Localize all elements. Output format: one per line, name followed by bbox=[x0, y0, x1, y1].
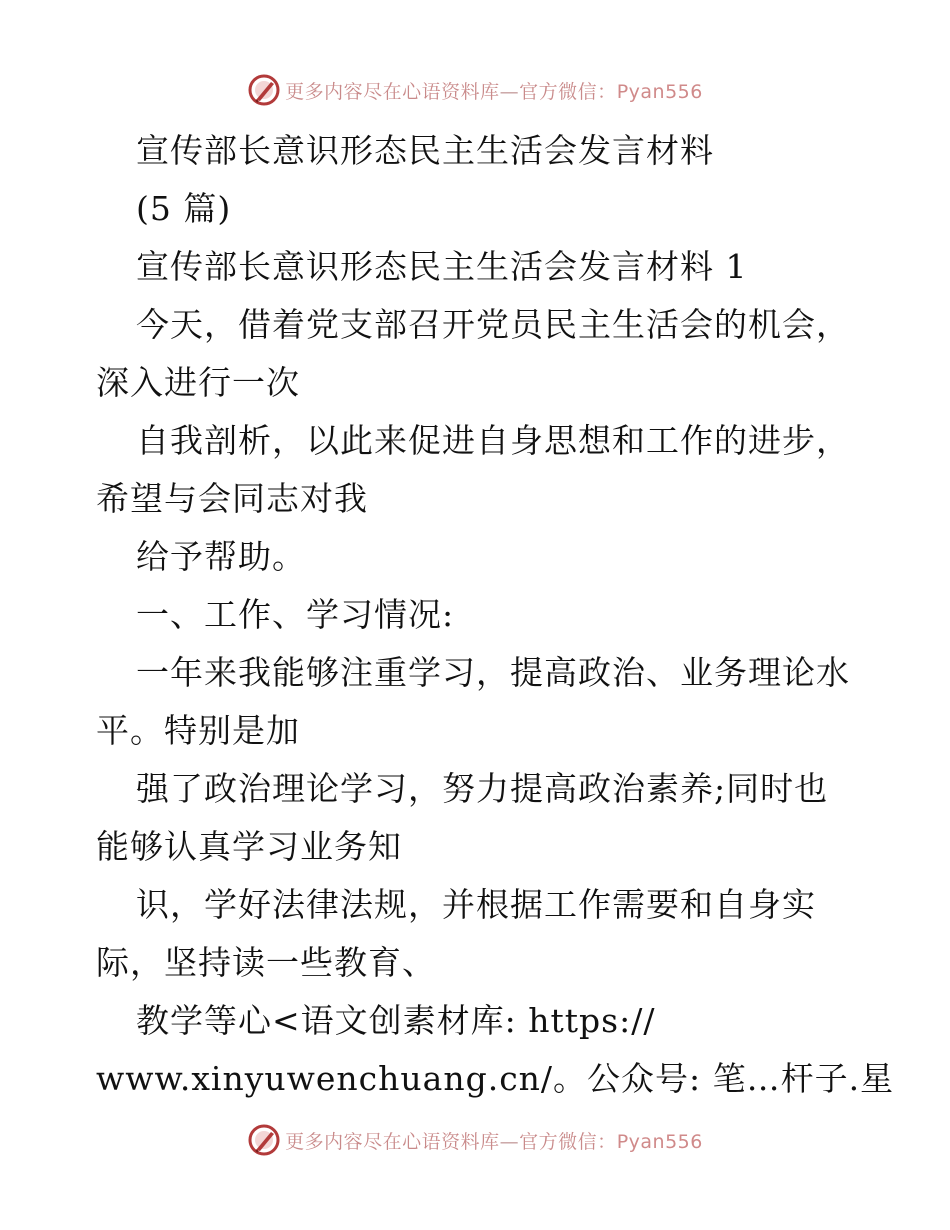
paragraph-line: 教学等心<语文创素材库: https:// bbox=[136, 1001, 656, 1040]
paragraph-line: 自我剖析，以此来促进自身思想和工作的进步， bbox=[136, 421, 850, 460]
document-body bbox=[96, 122, 895, 1108]
document-title: 宣传部长意识形态民主生活会发言材料 bbox=[136, 131, 714, 170]
paragraph-line: 强了政治理论学习，努力提高政治素养;同时也 bbox=[136, 769, 829, 808]
document-subtitle: (5 篇) bbox=[136, 189, 232, 228]
quill-pen-seal-icon bbox=[247, 1123, 281, 1157]
section-heading: 宣传部长意识形态民主生活会发言材料 1 bbox=[136, 247, 748, 286]
paragraph-line: 识，学好法律法规，并根据工作需要和自身实 bbox=[136, 885, 816, 924]
paragraph-line: 一年来我能够注重学习，提高政治、业务理论水 bbox=[136, 653, 850, 692]
subheading: 一、工作、学习情况: bbox=[136, 595, 455, 634]
watermark-text: 更多内容尽在心语资料库—官方微信：Pyan556 bbox=[285, 80, 703, 103]
paragraph-line: 给予帮助。 bbox=[136, 537, 306, 576]
paragraph-line: 平。特别是加 bbox=[96, 711, 300, 750]
paragraph-line: 深入进行一次 bbox=[96, 363, 300, 402]
paragraph-line: 希望与会同志对我 bbox=[96, 479, 368, 518]
watermark-text: 更多内容尽在心语资料库—官方微信：Pyan556 bbox=[285, 1130, 703, 1153]
header-watermark bbox=[0, 70, 950, 110]
paragraph-line: 际，坚持读一些教育、 bbox=[96, 943, 436, 982]
footer-watermark bbox=[0, 1120, 950, 1160]
paragraph-line: 能够认真学习业务知 bbox=[96, 827, 402, 866]
paragraph-line: www.xinyuwenchuang.cn/。公众号: 笔…杆子.星 bbox=[96, 1059, 895, 1098]
quill-pen-seal-icon bbox=[247, 73, 281, 107]
paragraph-line: 今天，借着党支部召开党员民主生活会的机会， bbox=[136, 305, 850, 344]
